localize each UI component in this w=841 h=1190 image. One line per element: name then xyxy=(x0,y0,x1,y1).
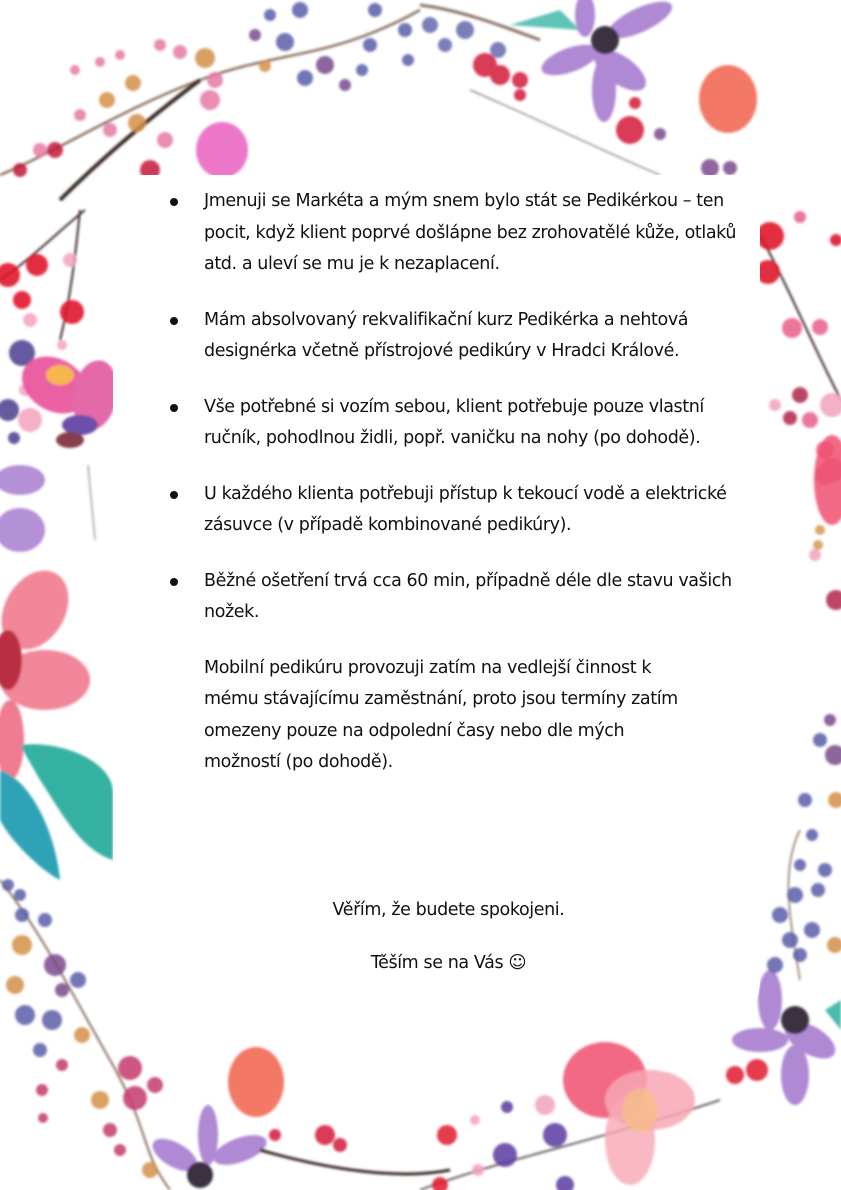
bullet-icon xyxy=(170,578,178,586)
list-item xyxy=(160,566,750,629)
bullet-text: Běžné ošetření trvá cca 60 min, případně déle dle stavu vašich nožek. xyxy=(204,570,732,622)
bullet-icon xyxy=(170,198,178,206)
content-panel-bottom xyxy=(113,860,760,1040)
availability-note: Mobilní pedikúru provozuji zatím na vedlejší činnost k mému stávajícímu zaměstnání, proto jsou termíny zatím omezeny pouze na odpolední časy nebo dle mých možností (po dohodě). xyxy=(204,657,678,772)
closing-line-greeting: Těším se na Vás ☺ xyxy=(370,953,527,973)
list-item xyxy=(160,479,750,542)
bullet-text: Vše potřebné si vozím sebou, klient potřebuje pouze vlastní ručník, pohodlnou židli, popř. vaničku na nohy (po dohodě). xyxy=(204,396,704,448)
bullet-icon xyxy=(170,317,178,325)
bullet-list xyxy=(160,186,750,629)
bullet-text: U každého klienta potřebuji přístup k tekoucí vodě a elektrické zásuvce (v případě kombinované pedikúry). xyxy=(204,483,727,535)
list-item xyxy=(160,305,750,368)
list-item xyxy=(160,392,750,455)
closing-line-satisfaction: Věřím, že budete spokojeni. xyxy=(332,900,565,920)
flyer-content xyxy=(160,186,750,796)
bullet-icon xyxy=(170,404,178,412)
bullet-icon xyxy=(170,491,178,499)
bullet-text: Jmenuji se Markéta a mým snem bylo stát se Pedikérkou – ten pocit, když klient poprvé došlápne bez zrohovatělé kůže, otlaků atd. a uleví se mu je k nezaplacení. xyxy=(204,191,737,274)
bullet-text: Mám absolvovaný rekvalifikační kurz Pedikérka a nehtová designérka včetně přístrojové pedikúry v Hradci Králové. xyxy=(204,309,689,361)
list-item xyxy=(160,186,750,281)
